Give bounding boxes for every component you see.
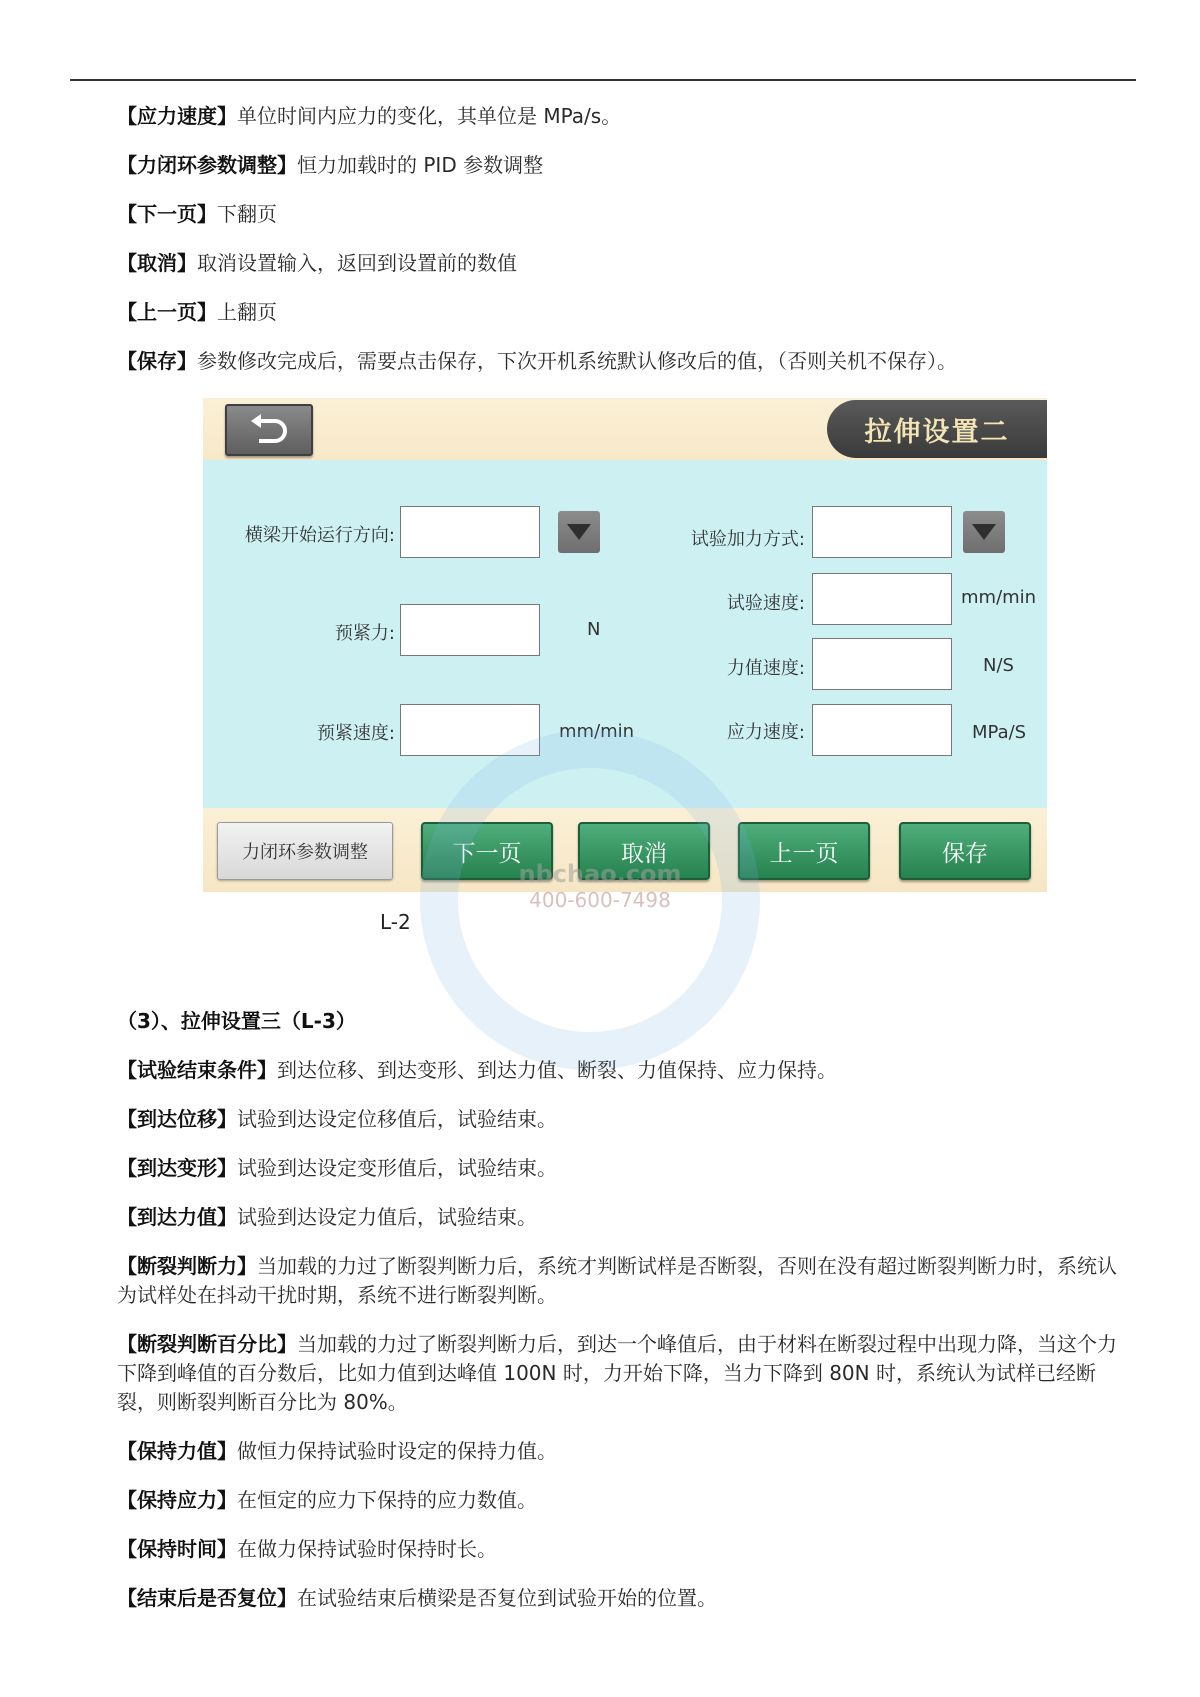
back-arrow-icon [247,413,291,447]
test-speed-unit: mm/min [961,587,1037,608]
preload-label: 预紧力: [334,623,395,644]
watermark-site: nbchao.com [518,860,682,888]
preload-speed-unit: mm/min [559,721,635,742]
def-prev-page: 【上一页】上翻页 [117,300,277,324]
preload-unit: N [587,619,601,640]
def-stress-speed: 【应力速度】单位时间内应力的变化，其单位是 MPa/s。 [117,104,622,128]
beam-direction-dropdown[interactable] [558,511,600,553]
def-save: 【保存】参数修改完成后，需要点击保存，下次开机系统默认修改后的值，（否则关机不保存）。 [117,349,957,373]
pid-adjust-button[interactable]: 力闭环参数调整 [217,822,393,880]
def-reach-force: 【到达力值】试验到达设定力值后，试验结束。 [117,1205,537,1229]
def-end-condition: 【试验结束条件】到达位移、到达变形、到达力值、断裂、力值保持、应力保持。 [117,1058,837,1082]
def-hold-force: 【保持力值】做恒力保持试验时设定的保持力值。 [117,1439,557,1463]
prev-page-button[interactable]: 上一页 [738,822,870,880]
def-cancel: 【取消】取消设置输入，返回到设置前的数值 [117,251,517,275]
header-rule [70,79,1136,81]
save-button[interactable]: 保存 [899,822,1031,880]
chevron-down-icon [972,524,996,540]
force-speed-label: 力值速度: [726,658,805,679]
def-reach-deformation: 【到达变形】试验到达设定变形值后，试验结束。 [117,1156,557,1180]
def-hold-time: 【保持时间】在做力保持试验时保持时长。 [117,1537,497,1561]
beam-direction-field[interactable] [400,506,540,558]
loading-mode-field[interactable] [812,506,952,558]
chevron-down-icon [567,524,591,540]
def-next-page: 【下一页】下翻页 [117,202,277,226]
def-hold-stress: 【保持应力】在恒定的应力下保持的应力数值。 [117,1488,537,1512]
force-speed-unit: N/S [983,655,1014,676]
def-break-force: 【断裂判断力】当加载的力过了断裂判断力后，系统才判断试样是否断裂，否则在没有超过断裂判断力时，系统认为试样处在抖动干扰时期，系统不进行断裂判断。 [117,1254,1117,1307]
test-speed-label: 试验速度: [726,593,805,614]
watermark-phone: 400-600-7498 [529,888,671,912]
def-reach-displacement: 【到达位移】试验到达设定位移值后，试验结束。 [117,1107,557,1131]
beam-direction-label: 横梁开始运行方向: [244,525,395,546]
preload-field[interactable] [400,604,540,656]
section-heading: （3）、拉伸设置三（L-3） [117,1009,356,1033]
def-break-percent: 【断裂判断百分比】当加载的力过了断裂判断力后，到达一个峰值后，由于材料在断裂过程中出现力降，当这个力下降到峰值的百分数后，比如力值到达峰值 100N 时，力开始下降，当力下降到 80N 时，系统认为试样已经断裂，则断裂判断百分比为 80%。 [117,1332,1117,1414]
stress-speed-unit: MPa/S [972,722,1027,743]
stress-speed-label: 应力速度: [726,722,805,743]
loading-mode-dropdown[interactable] [963,511,1005,553]
test-speed-field[interactable] [812,573,952,625]
cancel-button[interactable]: 取消 [578,822,710,880]
screen-title: 拉伸设置二 [827,400,1047,458]
def-reset-after: 【结束后是否复位】在试验结束后横梁是否复位到试验开始的位置。 [117,1586,717,1610]
stress-speed-field[interactable] [812,704,952,756]
force-speed-field[interactable] [812,638,952,690]
def-force-loop: 【力闭环参数调整】恒力加载时的 PID 参数调整 [117,153,544,177]
preload-speed-label: 预紧速度: [316,723,395,744]
figure-caption: L-2 [380,910,411,934]
loading-mode-label: 试验加力方式: [690,529,805,550]
next-page-button[interactable]: 下一页 [421,822,553,880]
back-button[interactable] [225,404,313,456]
